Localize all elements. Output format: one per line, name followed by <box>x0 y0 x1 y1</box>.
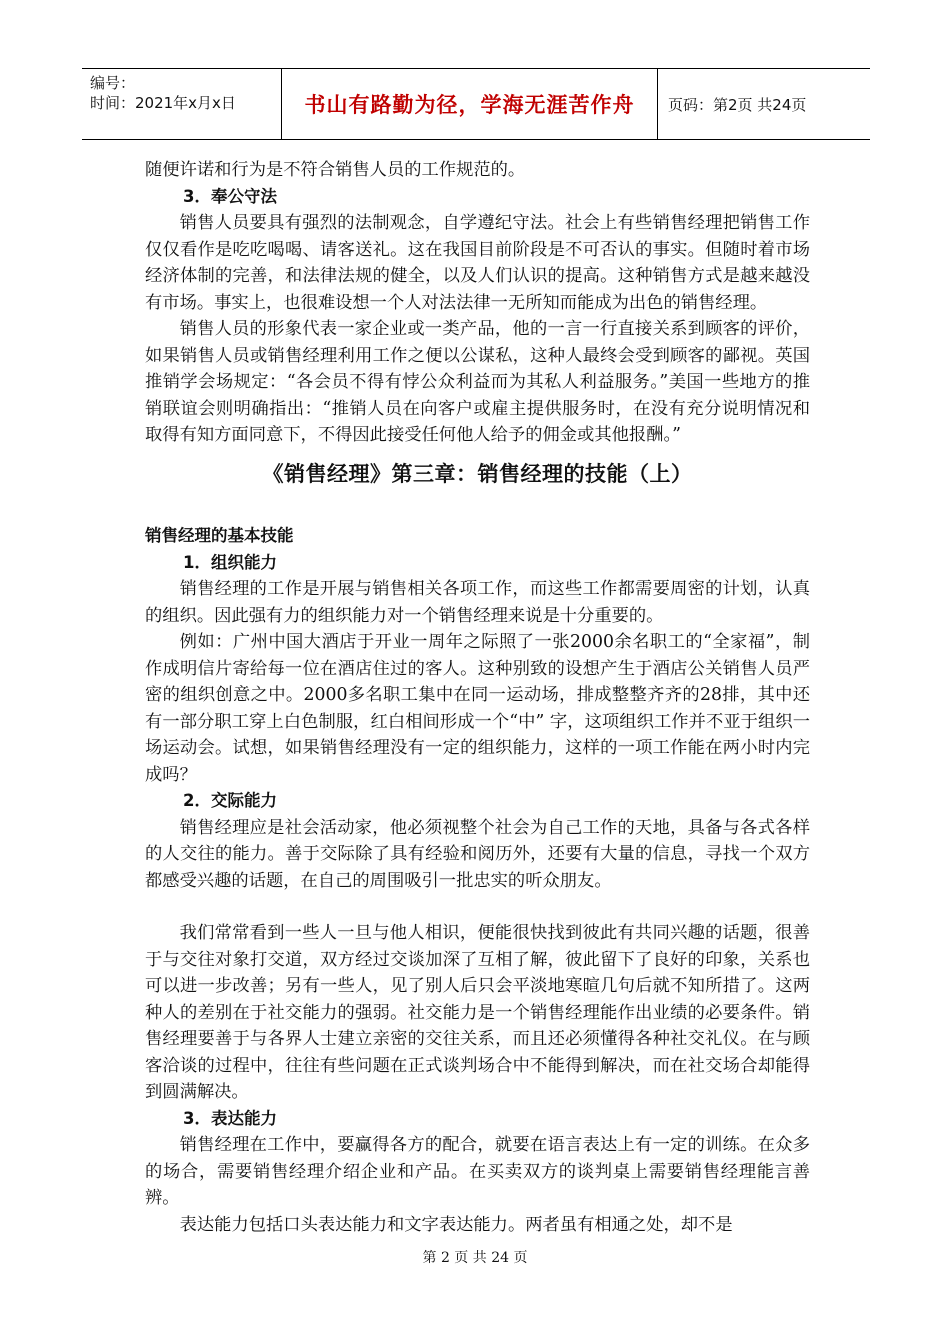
document-number-label: 编号： <box>90 74 136 92</box>
paragraph: 例如：广州中国大酒店于开业一周年之际照了一张2000余名职工的“全家福”，制作成明信片寄给每一位在酒店住过的客人。这种别致的设想产生于酒店公关销售人员严密的组织创意之中。2000多名职工集中在同一运动场，排成整整齐齐的28排，其中还有一部分职工穿上白色制服，红白相间形成一个“中” 字，这项组织工作并不亚于组织一场运动会。试想，如果销售经理没有一定的组织能力，这样的一项工作能在两小时内完成吗？ <box>145 632 810 785</box>
paragraph: 销售经理应是社会活动家，他必须视整个社会为自己工作的天地，具备与各式各样的人交往的能力。善于交际除了具有经验和阅历外，还要有大量的信息，寻找一个双方都感受兴趣的话题，在自己的周围吸引一批忠实的听众朋友。 <box>145 817 810 891</box>
paragraph: 我们常常看到一些人一旦与他人相识，便能很快找到彼此有共同兴趣的话题，很善于与交往对象打交道，双方经过交谈加深了互相了解，彼此留下了良好的印象，关系也可以进一步改善；另有一些人，见了别人后只会平淡地寒暄几句后就不知所措了。这两种人的差别在于社交能力的强弱。社交能力是一个销售经理能作出业绩的必要条件。销售经理要善于与各界人士建立亲密的交往关系，而且还必须懂得各种社交礼仪。在与顾客洽谈的过程中，往往有些问题在正式谈判场合中不能得到解决，而在社交场合却能得到圆满解决。 <box>145 923 810 1102</box>
page-footer: 第 2 页 共 24 页 <box>422 1250 528 1266</box>
paragraph: 销售经理的工作是开展与销售相关各项工作，而这些工作都需要周密的计划，认真的组织。因此强有力的组织能力对一个销售经理来说是十分重要的。 <box>145 579 810 626</box>
paragraph: 销售人员要具有强烈的法制观念，自学遵纪守法。社会上有些销售经理把销售工作仅仅看作是吃吃喝喝、请客送礼。这在我国目前阶段是不可否认的事实。但随时着市场经济体制的完善，和法律法规的健全，以及人们认识的提高。这种销售方式是越来越没有市场。事实上，也很难设想一个人对法法律一无所知而能成为出色的销售经理。 <box>145 213 810 313</box>
paragraph: 销售经理在工作中，要赢得各方的配合，就要在语言表达上有一定的训练。在众多的场合，需要销售经理介绍企业和产品。在买卖双方的谈判桌上需要销售经理能言善辨。 <box>145 1135 810 1208</box>
subheading-law: 3．奉公守法 <box>183 186 277 206</box>
header-motto: 书山有路勤为径，学海无涯苦作舟 <box>304 93 635 117</box>
page-header <box>82 68 870 140</box>
header-meta <box>82 69 282 139</box>
paragraph: 随便许诺和行为是不符合销售人员的工作规范的。 <box>145 160 526 180</box>
subheading-social: 2．交际能力 <box>183 791 277 810</box>
paragraph: 表达能力包括口头表达能力和文字表达能力。两者虽有相通之处，却不是 <box>179 1214 733 1235</box>
chapter-title: 《销售经理》第三章：销售经理的技能（上） <box>262 461 693 486</box>
section-label: 销售经理的基本技能 <box>145 526 294 545</box>
document-date: 时间：2021年x月x日 <box>90 94 236 112</box>
header-page-info: 页码：第2页 共24页 <box>668 95 807 114</box>
document-body <box>145 157 810 1238</box>
paragraph-gap <box>145 894 810 920</box>
subheading-expression: 3．表达能力 <box>183 1108 277 1128</box>
subheading-organization: 1．组织能力 <box>183 552 277 572</box>
header-motto-cell <box>282 69 658 139</box>
paragraph: 销售人员的形象代表一家企业或一类产品，他的一言一行直接关系到顾客的评价，如果销售人员或销售经理利用工作之便以公谋私，这种人最终会受到顾客的鄙视。英国推销学会场规定：“各会员不得有悖公众利益而为其私人利益服务。”美国一些地方的推销联谊会则明确指出：“推销人员在向客户或雇主提供服务时，在没有充分说明情况和取得有知方面同意下，不得因此接受任何他人给予的佣金或其他报酬。” <box>145 319 810 445</box>
